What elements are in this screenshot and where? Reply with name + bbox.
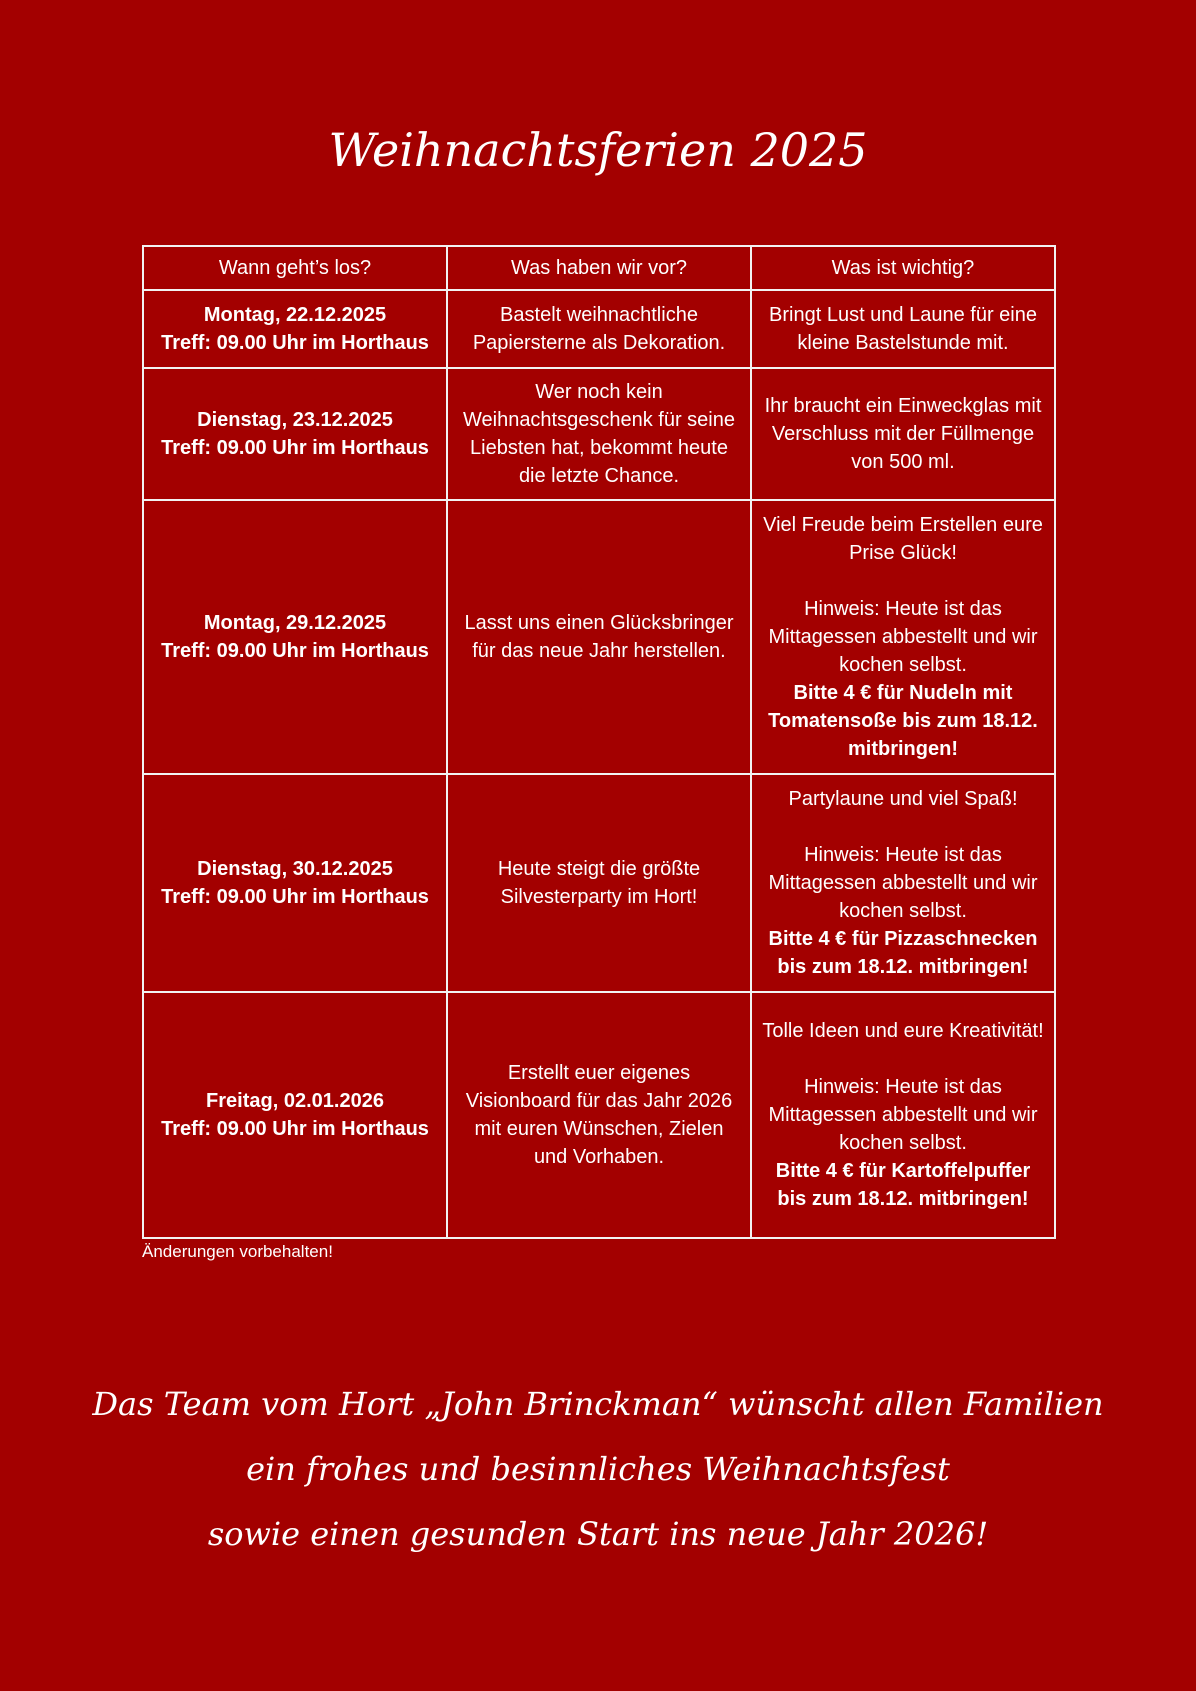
- meeting-text: Treff: 09.00 Uhr im Horthaus: [161, 886, 429, 908]
- activity-cell: Bastelt weihnachtliche Papiersterne als Dekoration.: [447, 290, 751, 368]
- important-cell: [751, 992, 1055, 1238]
- meeting-text: Treff: 09.00 Uhr im Horthaus: [161, 640, 429, 662]
- table-row: [143, 368, 1055, 500]
- disclaimer-note: Änderungen vorbehalten!: [142, 1242, 333, 1261]
- important-text: Viel Freude beim Erstellen eure Prise Glück!: [763, 514, 1043, 564]
- important-text: Partylaune und viel Spaß!: [788, 788, 1018, 810]
- hint-bold-text: Bitte 4 € für Kartoffelpuffer bis zum 18.12. mitbringen!: [775, 1160, 1031, 1210]
- important-cell: [751, 500, 1055, 774]
- activity-cell: Erstellt euer eigenes Visionboard für das Jahr 2026 mit euren Wünschen, Zielen und Vorhaben.: [447, 992, 751, 1238]
- closing-line: sowie einen gesunden Start ins neue Jahr 2026!: [207, 1515, 989, 1553]
- activity-cell: Wer noch kein Weihnachtsgeschenk für seine Liebsten hat, bekommt heute die letzte Chance.: [447, 368, 751, 500]
- date-text: Montag, 29.12.2025: [203, 612, 387, 634]
- page-title: Weihnachtsferien 2025: [328, 123, 868, 177]
- date-cell: [143, 992, 447, 1238]
- spacer: [760, 813, 1046, 841]
- date-text: Montag, 22.12.2025: [203, 304, 387, 326]
- date-cell: [143, 774, 447, 992]
- date-cell: [143, 368, 447, 500]
- date-cell: [143, 500, 447, 774]
- date-text: Dienstag, 23.12.2025: [197, 409, 393, 431]
- header-when: Wann geht’s los?: [143, 246, 447, 290]
- hint-text: Hinweis: Heute ist das Mittagessen abbestellt und wir kochen selbst.: [768, 844, 1038, 922]
- header-important: Was ist wichtig?: [751, 246, 1055, 290]
- important-text: Ihr braucht ein Einweckglas mit Verschluss mit der Füllmenge von 500 ml.: [764, 395, 1042, 473]
- spacer: [760, 567, 1046, 595]
- table-row: [143, 992, 1055, 1238]
- date-cell: [143, 290, 447, 368]
- meeting-text: Treff: 09.00 Uhr im Horthaus: [161, 437, 429, 459]
- important-cell: [751, 774, 1055, 992]
- closing-greeting: [0, 1372, 1196, 1567]
- table-header-row: [143, 246, 1055, 290]
- spacer: [760, 1045, 1046, 1073]
- table-row: [143, 774, 1055, 992]
- activity-cell: Lasst uns einen Glücksbringer für das neue Jahr herstellen.: [447, 500, 751, 774]
- meeting-text: Treff: 09.00 Uhr im Horthaus: [161, 332, 429, 354]
- closing-line: Das Team vom Hort „John Brinckman“ wünscht allen Familien: [92, 1385, 1104, 1423]
- table-row: [143, 290, 1055, 368]
- activity-cell: Heute steigt die größte Silvesterparty im Hort!: [447, 774, 751, 992]
- date-text: Dienstag, 30.12.2025: [197, 858, 393, 880]
- schedule-table: [142, 245, 1056, 1239]
- hint-text: Hinweis: Heute ist das Mittagessen abbestellt und wir kochen selbst.: [768, 598, 1038, 676]
- date-text: Freitag, 02.01.2026: [206, 1090, 384, 1112]
- hint-text: Hinweis: Heute ist das Mittagessen abbestellt und wir kochen selbst.: [768, 1076, 1038, 1154]
- meeting-text: Treff: 09.00 Uhr im Horthaus: [161, 1118, 429, 1140]
- table-row: [143, 500, 1055, 774]
- important-text: Tolle Ideen und eure Kreativität!: [762, 1020, 1044, 1042]
- important-text: Bringt Lust und Laune für eine kleine Bastelstunde mit.: [769, 304, 1037, 354]
- closing-line: ein frohes und besinnliches Weihnachtsfest: [246, 1450, 950, 1488]
- hint-bold-text: Bitte 4 € für Pizzaschnecken bis zum 18.12. mitbringen!: [768, 928, 1038, 978]
- important-cell: [751, 368, 1055, 500]
- header-what: Was haben wir vor?: [447, 246, 751, 290]
- important-cell: [751, 290, 1055, 368]
- hint-bold-text: Bitte 4 € für Nudeln mit Tomatensoße bis zum 18.12. mitbringen!: [768, 682, 1038, 760]
